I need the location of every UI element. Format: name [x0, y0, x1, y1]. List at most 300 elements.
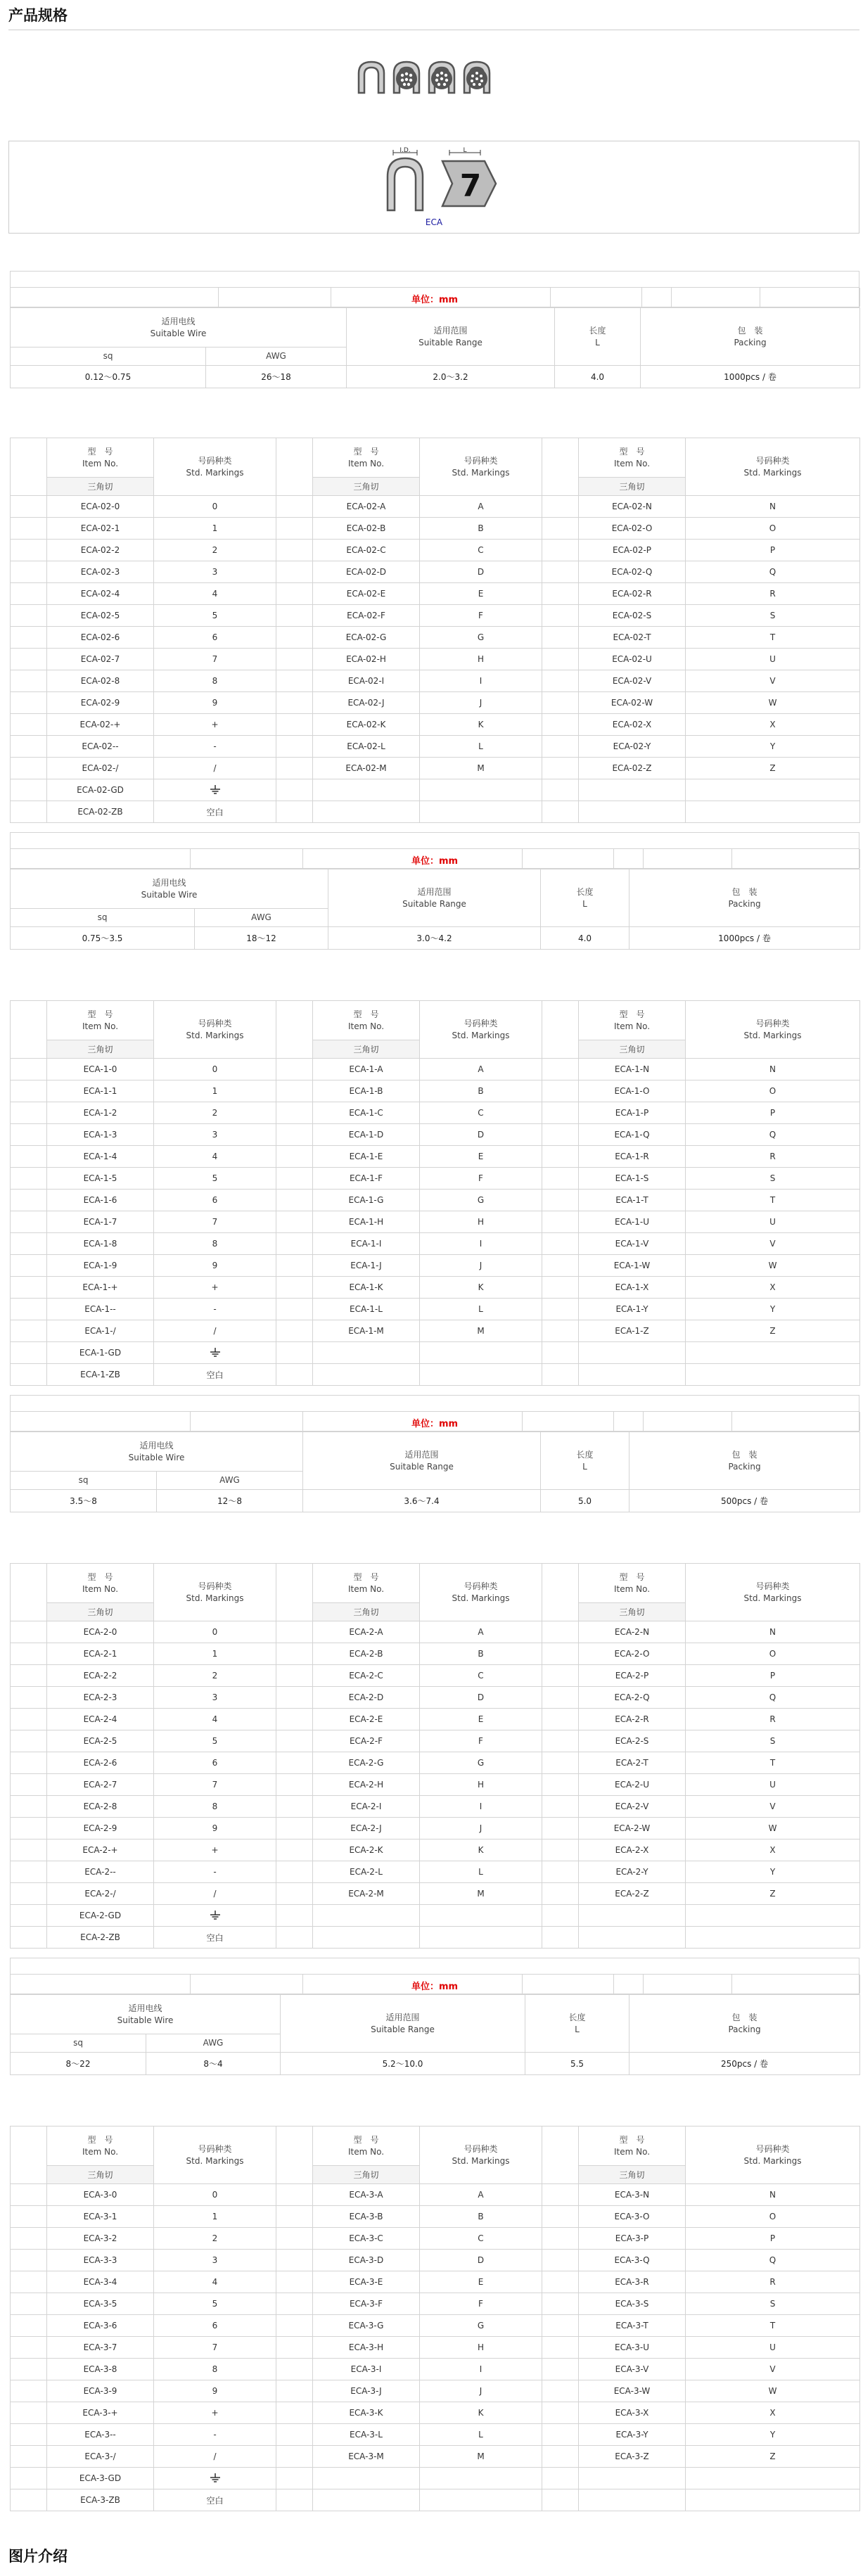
spec-range: 2.0～3.2 — [347, 366, 555, 388]
marking-cell: Q — [686, 2250, 860, 2271]
item-no-cell: ECA-2-5 — [47, 1730, 154, 1752]
ground-symbol-icon — [210, 785, 221, 795]
cut-header: 三角切 — [313, 478, 420, 496]
marking-cell: 1 — [154, 1643, 276, 1665]
marking-cell: 3 — [154, 2250, 276, 2271]
unit-row — [10, 288, 859, 307]
item-no-cell: ECA-2-3 — [47, 1687, 154, 1709]
table-row — [11, 1211, 860, 1233]
marking-cell: G — [420, 627, 542, 649]
item-no-cell: ECA-3-M — [313, 2446, 420, 2468]
marking-cell: 0 — [154, 1059, 276, 1080]
spec-block-1 — [10, 832, 859, 950]
item-no-cell: ECA-3-- — [47, 2424, 154, 2446]
item-no-cell: ECA-1-U — [579, 1211, 686, 1233]
spec-awg: 26～18 — [206, 366, 347, 388]
item-no-header: 型 号 Item No. — [47, 1564, 154, 1603]
marking-cell: J — [420, 1818, 542, 1839]
marking-cell — [686, 1364, 860, 1386]
spec-sq: 3.5～8 — [11, 1490, 157, 1512]
item-no-header: 型 号 Item No. — [579, 1564, 686, 1603]
sq-header: sq — [11, 1472, 157, 1490]
item-no-cell: ECA-2-K — [313, 1839, 420, 1861]
item-no-cell: ECA-2-- — [47, 1861, 154, 1883]
table-row — [11, 1730, 860, 1752]
cut-header: 三角切 — [579, 2166, 686, 2184]
table-row — [11, 1080, 860, 1102]
item-no-cell: ECA-3-Z — [579, 2446, 686, 2468]
item-no-cell: ECA-3-1 — [47, 2206, 154, 2228]
item-list-block-0 — [10, 438, 859, 823]
item-no-cell: ECA-3-GD — [47, 2468, 154, 2489]
item-no-cell: ECA-3-E — [313, 2271, 420, 2293]
range-header: 适用范围 Suitable Range — [303, 1432, 541, 1490]
marking-cell: Z — [686, 1883, 860, 1905]
item-no-cell: ECA-1-G — [313, 1190, 420, 1211]
marking-cell: 9 — [154, 1818, 276, 1839]
marking-cell: O — [686, 1643, 860, 1665]
item-no-cell: ECA-3-Y — [579, 2424, 686, 2446]
marking-cell: / — [154, 1320, 276, 1342]
item-no-cell: ECA-1-W — [579, 1255, 686, 1277]
unit-row — [10, 1412, 859, 1432]
marking-cell: U — [686, 1774, 860, 1796]
marking-cell: H — [420, 2337, 542, 2359]
marking-cell: B — [420, 2206, 542, 2228]
spec-section-title: 产品规格 — [8, 7, 68, 24]
clip-shape-icon-1 — [359, 62, 384, 93]
marking-cell — [420, 801, 542, 823]
marking-cell: W — [686, 1255, 860, 1277]
item-no-cell: ECA-2-N — [579, 1621, 686, 1643]
spec-block-3 — [10, 1958, 859, 2075]
range-header: 适用范围 Suitable Range — [347, 308, 555, 366]
item-no-cell: ECA-1-C — [313, 1102, 420, 1124]
item-no-cell: ECA-02-V — [579, 670, 686, 692]
item-no-cell: ECA-3-6 — [47, 2315, 154, 2337]
marking-cell: U — [686, 2337, 860, 2359]
markings-header: 号码种类 Std. Markings — [686, 1001, 860, 1059]
table-row — [11, 1883, 860, 1905]
item-no-cell: ECA-3-L — [313, 2424, 420, 2446]
marking-cell: T — [686, 1190, 860, 1211]
item-no-header: 型 号 Item No. — [313, 1564, 420, 1603]
blank-row — [10, 832, 859, 849]
item-list-block-1 — [10, 1000, 859, 1386]
table-row — [11, 1621, 860, 1643]
marking-cell: - — [154, 736, 276, 758]
item-no-header: 型 号 Item No. — [47, 2127, 154, 2166]
marking-cell: 7 — [154, 1211, 276, 1233]
table-row — [11, 736, 860, 758]
marking-cell: K — [420, 1277, 542, 1299]
marking-cell: - — [154, 2424, 276, 2446]
item-no-cell: ECA-02-Q — [579, 561, 686, 583]
marking-cell: U — [686, 649, 860, 670]
cut-header: 三角切 — [47, 1040, 154, 1059]
marking-cell — [420, 779, 542, 801]
table-row — [11, 1927, 860, 1949]
packing-header: 包 装 Packing — [629, 1995, 860, 2053]
marking-cell: R — [686, 1709, 860, 1730]
marking-cell: O — [686, 518, 860, 540]
ground-marking-cell — [154, 1905, 276, 1927]
marking-cell: K — [420, 1839, 542, 1861]
marking-cell: K — [420, 714, 542, 736]
marking-cell: A — [420, 1059, 542, 1080]
item-no-cell: ECA-02-7 — [47, 649, 154, 670]
item-no-cell: ECA-3-/ — [47, 2446, 154, 2468]
marking-cell: 7 — [154, 2337, 276, 2359]
spec-range: 3.0～4.2 — [328, 927, 541, 950]
marking-cell: I — [420, 1796, 542, 1818]
marking-cell: 2 — [154, 1102, 276, 1124]
item-no-cell: ECA-3-7 — [47, 2337, 154, 2359]
item-no-cell: ECA-2-6 — [47, 1752, 154, 1774]
marking-cell: Q — [686, 561, 860, 583]
item-no-cell: ECA-3-B — [313, 2206, 420, 2228]
unit-row — [10, 849, 859, 869]
item-no-cell: ECA-02-U — [579, 649, 686, 670]
item-no-cell: ECA-2-7 — [47, 1774, 154, 1796]
marking-cell: R — [686, 1146, 860, 1168]
marking-cell: N — [686, 1059, 860, 1080]
marking-cell: 6 — [154, 1752, 276, 1774]
marking-cell: N — [686, 2184, 860, 2206]
marking-cell: 4 — [154, 1709, 276, 1730]
marking-cell: B — [420, 518, 542, 540]
item-no-cell: ECA-02-O — [579, 518, 686, 540]
spec-pack: 250pcs / 卷 — [629, 2053, 860, 2075]
spec-sq: 0.75～3.5 — [11, 927, 195, 950]
marking-cell: 9 — [154, 692, 276, 714]
blank-row — [10, 271, 859, 288]
marking-cell: T — [686, 627, 860, 649]
item-no-cell: ECA-2-Z — [579, 1883, 686, 1905]
marking-cell: Z — [686, 2446, 860, 2468]
markings-header: 号码种类 Std. Markings — [154, 438, 276, 496]
item-no-cell: ECA-1-M — [313, 1320, 420, 1342]
markings-header: 号码种类 Std. Markings — [420, 1564, 542, 1621]
marking-cell: 3 — [154, 561, 276, 583]
item-no-cell: ECA-1-E — [313, 1146, 420, 1168]
marking-cell: H — [420, 1211, 542, 1233]
table-row — [11, 1905, 860, 1927]
marker-clip-icons — [353, 58, 515, 97]
markings-header: 号码种类 Std. Markings — [154, 2127, 276, 2184]
wire-header: 适用电线 Suitable Wire — [11, 308, 347, 347]
item-no-cell: ECA-2-O — [579, 1643, 686, 1665]
awg-header: AWG — [146, 2034, 281, 2053]
marking-cell: 3 — [154, 1124, 276, 1146]
marking-cell: 9 — [154, 2380, 276, 2402]
item-no-cell — [313, 1342, 420, 1364]
packing-header: 包 装 Packing — [641, 308, 860, 366]
item-list-block-3 — [10, 2126, 859, 2511]
item-no-cell: ECA-2-L — [313, 1861, 420, 1883]
item-no-cell: ECA-1-Y — [579, 1299, 686, 1320]
item-no-cell: ECA-02-D — [313, 561, 420, 583]
item-no-cell: ECA-02-1 — [47, 518, 154, 540]
item-no-cell: ECA-1-T — [579, 1190, 686, 1211]
item-no-header: 型 号 Item No. — [47, 1001, 154, 1040]
marking-cell: 6 — [154, 2315, 276, 2337]
marking-cell: N — [686, 496, 860, 518]
marking-cell: 9 — [154, 1255, 276, 1277]
item-no-cell: ECA-2-T — [579, 1752, 686, 1774]
spec-pack: 500pcs / 卷 — [629, 1490, 860, 1512]
item-no-cell: ECA-2-I — [313, 1796, 420, 1818]
table-row — [11, 540, 860, 561]
spec-table — [10, 307, 860, 388]
item-no-cell: ECA-2-W — [579, 1818, 686, 1839]
cut-header: 三角切 — [47, 478, 154, 496]
item-no-cell: ECA-2-ZB — [47, 1927, 154, 1949]
marking-cell: Q — [686, 1124, 860, 1146]
marking-cell: 2 — [154, 1665, 276, 1687]
item-no-cell: ECA-1-J — [313, 1255, 420, 1277]
marking-cell: V — [686, 1796, 860, 1818]
item-no-cell: ECA-1-Z — [579, 1320, 686, 1342]
blank-row — [10, 1395, 859, 1412]
item-no-cell: ECA-1-2 — [47, 1102, 154, 1124]
marking-cell: 5 — [154, 1168, 276, 1190]
marking-cell: T — [686, 1752, 860, 1774]
item-no-cell: ECA-02-E — [313, 583, 420, 605]
item-no-cell: ECA-2-A — [313, 1621, 420, 1643]
table-row — [11, 2250, 860, 2271]
marking-cell: E — [420, 583, 542, 605]
item-list-table — [10, 2126, 860, 2511]
marking-cell: 8 — [154, 1796, 276, 1818]
wire-header: 适用电线 Suitable Wire — [11, 869, 328, 909]
spec-table — [10, 869, 860, 950]
item-no-cell: ECA-3-9 — [47, 2380, 154, 2402]
marker-digit: 7 — [459, 168, 482, 204]
marking-cell: + — [154, 1839, 276, 1861]
table-row — [11, 1190, 860, 1211]
marking-cell: 空白 — [154, 2489, 276, 2511]
item-no-header: 型 号 Item No. — [579, 2127, 686, 2166]
table-row — [11, 2380, 860, 2402]
table-row — [11, 2228, 860, 2250]
awg-header: AWG — [195, 909, 328, 927]
marking-cell: 0 — [154, 1621, 276, 1643]
markings-header: 号码种类 Std. Markings — [686, 438, 860, 496]
spec-range: 3.6～7.4 — [303, 1490, 541, 1512]
marking-cell: Y — [686, 736, 860, 758]
item-no-cell: ECA-1-L — [313, 1299, 420, 1320]
item-no-cell: ECA-02-Y — [579, 736, 686, 758]
item-no-cell: ECA-1-H — [313, 1211, 420, 1233]
item-no-cell: ECA-2-S — [579, 1730, 686, 1752]
item-no-cell: ECA-3-T — [579, 2315, 686, 2337]
markings-header: 号码种类 Std. Markings — [420, 2127, 542, 2184]
item-no-cell: ECA-2-9 — [47, 1818, 154, 1839]
marking-cell: C — [420, 540, 542, 561]
marking-cell: C — [420, 1102, 542, 1124]
cut-header: 三角切 — [313, 1603, 420, 1621]
table-row — [11, 1233, 860, 1255]
item-no-cell: ECA-2-U — [579, 1774, 686, 1796]
marking-cell — [420, 1364, 542, 1386]
table-row — [11, 1342, 860, 1364]
marking-cell: U — [686, 1211, 860, 1233]
item-no-header: 型 号 Item No. — [579, 438, 686, 478]
item-no-cell: ECA-3-R — [579, 2271, 686, 2293]
item-no-cell: ECA-1-1 — [47, 1080, 154, 1102]
markings-header: 号码种类 Std. Markings — [686, 1564, 860, 1621]
table-row — [11, 2271, 860, 2293]
marking-cell: W — [686, 1818, 860, 1839]
marking-cell: 6 — [154, 1190, 276, 1211]
marking-cell: - — [154, 1861, 276, 1883]
item-no-cell — [313, 1905, 420, 1927]
spec-sq: 8～22 — [11, 2053, 146, 2075]
item-no-cell: ECA-02-R — [579, 583, 686, 605]
item-no-cell: ECA-2-+ — [47, 1839, 154, 1861]
marking-cell: M — [420, 758, 542, 779]
item-no-cell: ECA-3-I — [313, 2359, 420, 2380]
item-no-cell: ECA-3-2 — [47, 2228, 154, 2250]
figure-caption: ECA — [425, 217, 443, 227]
marker-icons-row — [353, 58, 515, 97]
marking-cell: B — [420, 1080, 542, 1102]
item-no-cell: ECA-02-5 — [47, 605, 154, 627]
marking-cell: I — [420, 670, 542, 692]
marking-cell — [420, 1905, 542, 1927]
marking-cell: Y — [686, 1299, 860, 1320]
item-no-cell: ECA-02-T — [579, 627, 686, 649]
item-no-cell — [579, 2489, 686, 2511]
dimension-diagram — [375, 146, 509, 216]
spec-awg: 12～8 — [157, 1490, 303, 1512]
marking-cell — [686, 1342, 860, 1364]
marking-cell: F — [420, 605, 542, 627]
table-row — [11, 2337, 860, 2359]
blank-row — [10, 1958, 859, 1975]
spec-block-2 — [10, 1395, 859, 1512]
item-no-cell: ECA-3-0 — [47, 2184, 154, 2206]
marking-cell: F — [420, 2293, 542, 2315]
marking-cell: 空白 — [154, 1364, 276, 1386]
table-row — [11, 2359, 860, 2380]
table-row — [11, 1796, 860, 1818]
awg-header: AWG — [206, 347, 347, 366]
item-no-cell: ECA-1-8 — [47, 1233, 154, 1255]
marking-cell: E — [420, 2271, 542, 2293]
item-no-cell: ECA-1-K — [313, 1277, 420, 1299]
table-row — [11, 2424, 860, 2446]
marking-cell: Y — [686, 2424, 860, 2446]
wire-header: 适用电线 Suitable Wire — [11, 1995, 281, 2034]
item-no-cell: ECA-1-R — [579, 1146, 686, 1168]
item-no-cell: ECA-1-4 — [47, 1146, 154, 1168]
item-no-cell: ECA-3-5 — [47, 2293, 154, 2315]
length-header: 长度 L — [525, 1995, 629, 2053]
marking-cell: 空白 — [154, 1927, 276, 1949]
markings-header: 号码种类 Std. Markings — [686, 2127, 860, 2184]
item-no-cell — [579, 1342, 686, 1364]
item-no-cell: ECA-3-J — [313, 2380, 420, 2402]
item-no-cell: ECA-1-F — [313, 1168, 420, 1190]
item-no-cell: ECA-1-P — [579, 1102, 686, 1124]
table-row — [11, 1277, 860, 1299]
item-no-cell: ECA-3-F — [313, 2293, 420, 2315]
item-no-cell: ECA-2-D — [313, 1687, 420, 1709]
table-row — [11, 1124, 860, 1146]
item-no-cell: ECA-02-A — [313, 496, 420, 518]
item-no-cell — [579, 1927, 686, 1949]
table-row — [11, 583, 860, 605]
cut-header: 三角切 — [579, 1040, 686, 1059]
marking-cell: 空白 — [154, 801, 276, 823]
marking-cell — [686, 1905, 860, 1927]
marking-cell: B — [420, 1643, 542, 1665]
marking-cell — [686, 801, 860, 823]
wire-header: 适用电线 Suitable Wire — [11, 1432, 303, 1472]
marking-cell: 7 — [154, 649, 276, 670]
marking-cell: A — [420, 1621, 542, 1643]
item-no-cell: ECA-02-G — [313, 627, 420, 649]
item-no-cell: ECA-1-O — [579, 1080, 686, 1102]
item-no-cell: ECA-02-F — [313, 605, 420, 627]
table-row — [11, 1102, 860, 1124]
item-no-cell: ECA-3-3 — [47, 2250, 154, 2271]
item-no-cell: ECA-3-D — [313, 2250, 420, 2271]
length-header: 长度 L — [541, 869, 629, 927]
table-row — [11, 2206, 860, 2228]
item-no-cell: ECA-3-S — [579, 2293, 686, 2315]
item-no-cell: ECA-02-I — [313, 670, 420, 692]
l-label: L — [463, 147, 467, 154]
marking-cell — [420, 1342, 542, 1364]
item-no-cell: ECA-1-GD — [47, 1342, 154, 1364]
marking-cell: X — [686, 714, 860, 736]
marking-cell: Z — [686, 758, 860, 779]
table-row — [11, 1299, 860, 1320]
ground-symbol-icon — [210, 1911, 221, 1920]
item-no-cell: ECA-02-4 — [47, 583, 154, 605]
item-no-cell — [313, 2468, 420, 2489]
length-header: 长度 L — [541, 1432, 629, 1490]
marking-cell: M — [420, 2446, 542, 2468]
marking-cell: / — [154, 1883, 276, 1905]
item-no-cell: ECA-2-P — [579, 1665, 686, 1687]
table-row — [11, 1255, 860, 1277]
spec-block-0 — [10, 271, 859, 388]
marking-cell: 1 — [154, 2206, 276, 2228]
item-no-cell — [313, 801, 420, 823]
marking-cell: 4 — [154, 1146, 276, 1168]
cut-header: 三角切 — [313, 2166, 420, 2184]
table-row — [11, 2293, 860, 2315]
item-no-cell: ECA-02-6 — [47, 627, 154, 649]
marking-cell: P — [686, 1665, 860, 1687]
ground-symbol-icon — [210, 2473, 221, 2483]
item-no-cell: ECA-02-M — [313, 758, 420, 779]
marking-cell: R — [686, 583, 860, 605]
item-list-table — [10, 438, 860, 823]
marking-cell: D — [420, 1687, 542, 1709]
item-no-cell: ECA-2-2 — [47, 1665, 154, 1687]
item-no-cell: ECA-2-0 — [47, 1621, 154, 1643]
length-header: 长度 L — [555, 308, 641, 366]
item-no-cell: ECA-1-V — [579, 1233, 686, 1255]
item-no-cell: ECA-2-Q — [579, 1687, 686, 1709]
marking-cell: + — [154, 1277, 276, 1299]
table-row — [11, 518, 860, 540]
